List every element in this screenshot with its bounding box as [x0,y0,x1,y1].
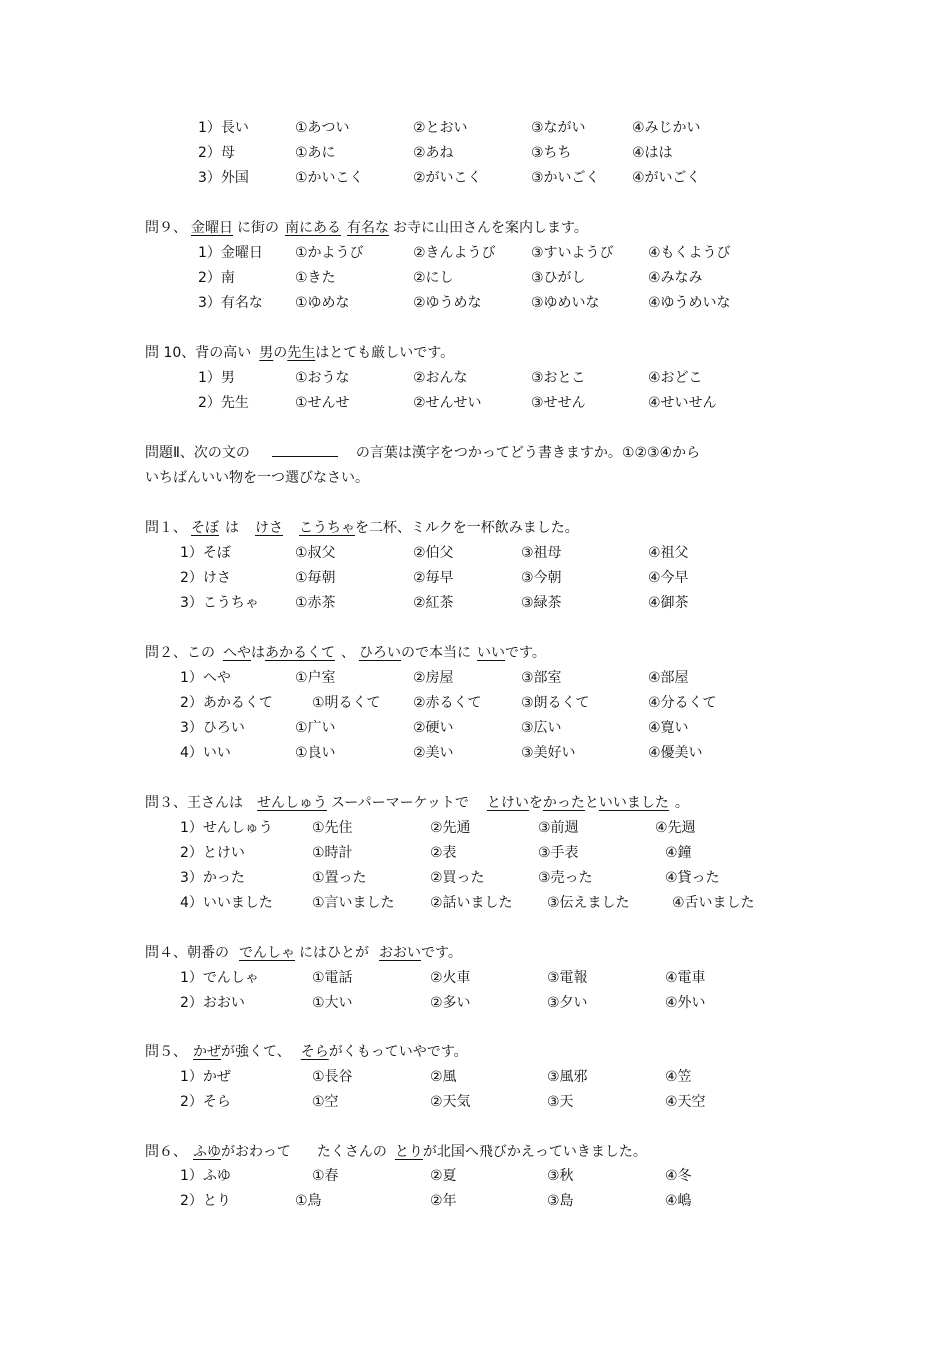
target-word: へや [223,645,251,661]
choice-4: ④優美い [648,745,703,761]
choice-3: ③部室 [521,670,562,686]
target-word: けさ [255,520,283,536]
choice-4: ④みじかい [632,120,701,136]
instruction-text: の言葉は漢字をつかってどう書きますか。①②③④から [355,445,701,461]
choice-2: ②とおい [413,120,468,136]
choice-1: ①鳥 [295,1193,322,1209]
choice-1: ①户室 [295,670,336,686]
choice-2: ②毎早 [413,570,454,586]
option-label: 4）いい [180,745,231,761]
choice-4: ④みなみ [648,270,703,286]
target-word: 金曜日 [191,220,233,236]
choice-1: ①言いました [312,895,395,911]
option-row [0,993,950,1013]
instruction-text: 問題Ⅱ、次の文の [145,445,250,461]
choice-1: ①明るくて [312,695,381,711]
target-word: あかるくて [265,645,335,661]
choice-4: ④天空 [665,1094,706,1110]
choice-3: ③夕い [547,995,588,1011]
option-row [0,693,950,713]
choice-2: ②風 [430,1069,457,1085]
sentence-text: にはひとが [299,945,369,961]
option-row [0,893,950,913]
section-instruction-line2: いちばんいい物を一つ選びなさい。 [145,470,369,486]
question-1-text [145,518,579,538]
choice-4: ④御茶 [648,595,689,611]
sentence-text: 問４、朝番の [145,945,229,961]
choice-1: ①良い [295,745,336,761]
sentence-text: が北国へ飛びかえっていきました。 [422,1144,647,1160]
choice-3: ③朗るくて [521,695,590,711]
option-row [0,368,950,388]
choice-3: ③祖母 [521,545,562,561]
target-word: 男 [259,345,274,361]
choice-1: ①空 [312,1094,339,1110]
target-word: ひろい [359,645,401,661]
choice-2: ②にし [413,270,454,286]
target-word: そら [300,1044,329,1060]
choice-1: ①春 [312,1168,339,1184]
choice-4: ④おどこ [648,370,703,386]
choice-4: ④ゆうめいな [648,295,731,311]
choice-1: ①きた [295,270,336,286]
option-row [0,1166,950,1186]
choice-4: ④はは [632,145,673,161]
choice-1: ①叔父 [295,545,336,561]
target-word: 南にある [285,220,341,236]
sentence-text: 問 10、背の高い [145,345,252,361]
option-label: 2）あかるくて [180,695,273,711]
choice-4: ④祖父 [648,545,689,561]
question-3-text [145,793,689,813]
choice-1: ①かいこく [295,170,364,186]
option-row [0,868,950,888]
sentence-text: お寺に山田さんを案内します。 [393,220,588,236]
choice-2: ②夏 [430,1168,457,1184]
option-label: 1）せんしゅう [180,820,273,836]
option-label: 3）ひろい [180,720,245,736]
choice-1: ①先住 [312,820,353,836]
question-number: 問９、 [145,220,187,236]
option-label: 1）金曜日 [198,245,263,261]
choice-3: ③伝えました [547,895,630,911]
choice-4: ④貸った [665,870,720,886]
sentence-text: 問２、この [145,645,215,661]
choice-1: ①あつい [295,120,350,136]
option-label: 1）長い [198,120,249,136]
sentence-text: が強くて、 [221,1044,291,1060]
choice-3: ③ひがし [531,270,586,286]
choice-1: ①おうな [295,370,350,386]
option-row [0,1092,950,1112]
choice-2: ②硬い [413,720,454,736]
option-row [0,818,950,838]
choice-1: ①广い [295,720,336,736]
choice-2: ②おんな [413,370,468,386]
choice-2: ②ゆうめな [413,295,482,311]
blank-line [272,443,338,457]
sentence-text: はとても厳しいです。 [315,345,455,361]
option-label: 1）男 [198,370,235,386]
sentence-text: です。 [421,945,462,961]
choice-3: ③せせん [531,395,586,411]
option-row [0,718,950,738]
target-word: いいました [598,795,669,811]
target-word: 有名な [347,220,389,236]
option-row [0,743,950,763]
option-label: 1）ふゆ [180,1168,231,1184]
choice-3: ③おとこ [531,370,586,386]
choice-2: ②買った [430,870,485,886]
target-word: おおい [379,945,421,961]
option-row [0,118,950,138]
option-label: 3）有名な [198,295,263,311]
choice-1: ①赤茶 [295,595,336,611]
question-4-text [145,943,462,963]
choice-3: ③売った [538,870,593,886]
section-instruction [145,443,700,463]
sentence-text: たくさんの [316,1144,387,1160]
sentence-text: 問３、王さんは [145,795,243,811]
sentence-text: を [528,795,543,811]
choice-4: ④せいせん [648,395,717,411]
choice-1: ①時計 [312,845,353,861]
option-label: 1）かぜ [180,1069,231,1085]
sentence-text: に街の [237,220,279,236]
target-word: いい [477,645,505,661]
option-label: 2）おおい [180,995,245,1011]
option-label: 2）けさ [180,570,231,586]
choice-3: ③広い [521,720,562,736]
choice-2: ②話いました [430,895,513,911]
choice-1: ①置った [312,870,367,886]
choice-4: ④がいごく [632,170,701,186]
option-row [0,668,950,688]
question-number: 問６、 [145,1144,187,1160]
choice-2: ②年 [430,1193,457,1209]
choice-2: ②先通 [430,820,471,836]
option-row [0,243,950,263]
choice-2: ②赤るくて [413,695,482,711]
question-5-text [145,1042,468,1062]
choice-4: ④寛い [648,720,689,736]
choice-2: ②せんせい [413,395,482,411]
choice-3: ③かいごく [531,170,600,186]
choice-1: ①ゆめな [295,295,350,311]
sentence-text: スーパーマーケットで [331,795,469,811]
option-label: 2）とり [180,1193,231,1209]
choice-4: ④部屋 [648,670,689,686]
target-word: ふゆ [193,1144,221,1160]
target-word: とり [394,1144,423,1160]
option-row [0,168,950,188]
choice-1: ①あに [295,145,336,161]
choice-1: ①長谷 [312,1069,353,1085]
option-label: 2）母 [198,145,235,161]
choice-3: ③ちち [531,145,572,161]
choice-3: ③すいようび [531,245,614,261]
question-number: 問１、 [145,520,187,536]
choice-2: ②火車 [430,970,471,986]
target-word: でんしゃ [239,945,295,961]
choice-1: ①大い [312,995,353,1011]
choice-4: ④鐘 [665,845,692,861]
choice-3: ③美好い [521,745,576,761]
option-row [0,143,950,163]
option-row [0,543,950,563]
choice-2: ②がいこく [413,170,482,186]
option-label: 3）外国 [198,170,249,186]
choice-3: ③天 [547,1094,574,1110]
sentence-text: は [225,520,239,536]
choice-1: ①かようび [295,245,364,261]
target-word: こうちゃ [299,520,355,536]
choice-3: ③秋 [547,1168,574,1184]
choice-1: ①毎朝 [295,570,336,586]
choice-2: ②多い [430,995,471,1011]
sentence-text: と [584,795,599,811]
option-label: 3）かった [180,870,245,886]
sentence-text: を二杯、ミルクを一杯飲みました。 [355,520,579,536]
option-row [0,1191,950,1211]
sentence-text: ので本当に [401,645,471,661]
sentence-text: は [251,645,265,661]
choice-3: ③島 [547,1193,574,1209]
option-row [0,1067,950,1087]
option-row [0,843,950,863]
choice-3: ③ながい [531,120,586,136]
option-row [0,393,950,413]
option-row [0,593,950,613]
sentence-text: がくもっていやです。 [328,1044,468,1060]
choice-2: ②あね [413,145,454,161]
choice-4: ④今早 [648,570,689,586]
option-row [0,293,950,313]
sentence-text: がおわって [221,1144,291,1160]
choice-4: ④電車 [665,970,706,986]
option-row [0,568,950,588]
choice-2: ②紅茶 [413,595,454,611]
choice-3: ③電報 [547,970,588,986]
choice-3: ③今朝 [521,570,562,586]
option-label: 1）へや [180,670,231,686]
option-row [0,968,950,988]
choice-4: ④冬 [665,1168,692,1184]
question-10-text [145,343,454,363]
option-label: 3）こうちゃ [180,595,259,611]
choice-3: ③前週 [538,820,579,836]
choice-3: ③風邪 [547,1069,588,1085]
option-label: 2）南 [198,270,235,286]
choice-3: ③ゆめいな [531,295,600,311]
choice-3: ③緑茶 [521,595,562,611]
target-word: そぼ [191,520,219,536]
question-6-text [145,1142,647,1162]
option-label: 2）とけい [180,845,245,861]
option-label: 1）そぼ [180,545,231,561]
choice-2: ②房屋 [413,670,454,686]
option-label: 2）先生 [198,395,249,411]
question-2-text [145,643,546,663]
choice-4: ④外い [665,995,706,1011]
choice-4: ④もくようび [648,245,731,261]
choice-4: ④嶋 [665,1193,692,1209]
choice-3: ③手表 [538,845,579,861]
choice-2: ②美い [413,745,454,761]
target-word: かった [542,795,585,811]
option-row [0,268,950,288]
sentence-text: 、 [341,645,355,661]
choice-1: ①電話 [312,970,353,986]
choice-2: ②きんようび [413,245,496,261]
option-label: 4）いいました [180,895,273,911]
target-word: 先生 [287,345,316,361]
choice-4: ④笠 [665,1069,692,1085]
question-number: 問５、 [145,1044,187,1060]
sentence-text: です。 [505,645,546,661]
choice-2: ②天気 [430,1094,471,1110]
choice-2: ②伯父 [413,545,454,561]
option-label: 1）でんしゃ [180,970,259,986]
sentence-text: 。 [674,795,689,811]
target-word: かぜ [193,1044,221,1060]
choice-4: ④先週 [655,820,696,836]
choice-1: ①せんせ [295,395,350,411]
option-label: 2）そら [180,1094,231,1110]
choice-4: ④舌いました [672,895,755,911]
question-9-text [145,218,588,238]
target-word: とけい [486,795,529,811]
target-word: せんしゅう [257,795,327,811]
choice-4: ④分るくて [648,695,717,711]
choice-2: ②表 [430,845,457,861]
sentence-text: の [273,345,288,361]
